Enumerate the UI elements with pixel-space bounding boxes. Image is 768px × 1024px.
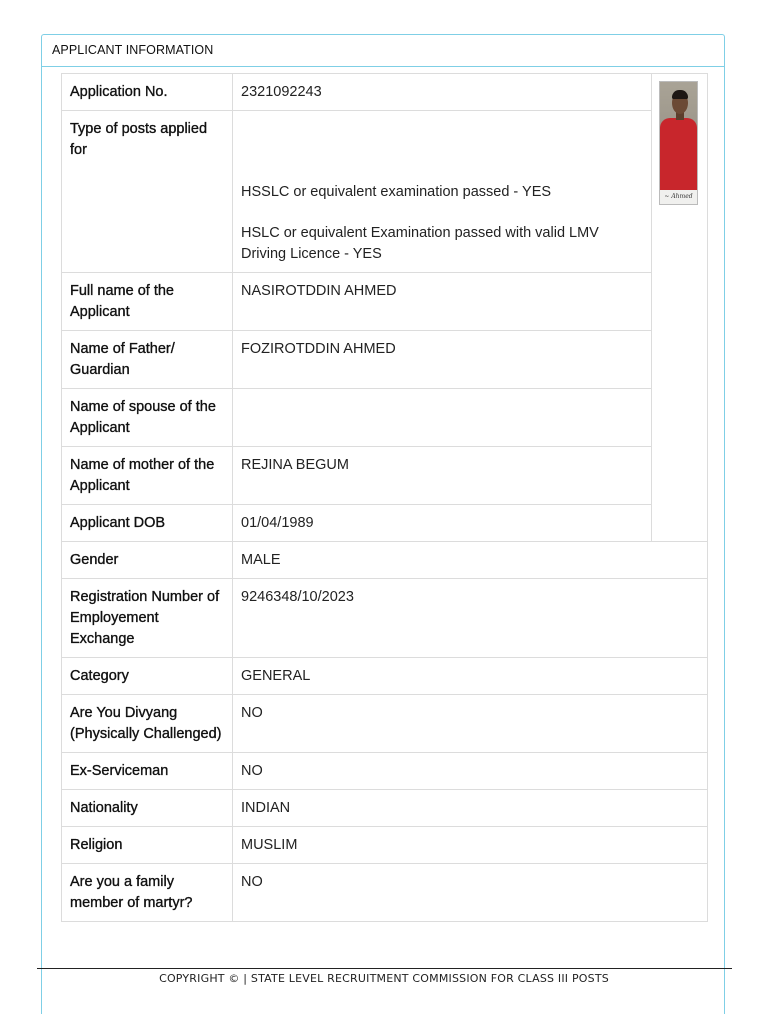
row-label: Are you a family member of martyr?: [62, 864, 233, 922]
table-row: [62, 753, 708, 790]
table-row: [62, 790, 708, 827]
row-value: FOZIROTDDIN AHMED: [233, 331, 652, 389]
row-value: [233, 389, 652, 447]
table-row: [62, 542, 708, 579]
row-value: 9246348/10/2023: [233, 579, 708, 658]
row-label: Ex-Serviceman: [62, 753, 233, 790]
row-value: NO: [233, 695, 708, 753]
row-label: Gender: [62, 542, 233, 579]
row-label: Are You Divyang (Physically Challenged): [62, 695, 233, 753]
row-label: Full name of the Applicant: [62, 273, 233, 331]
footer-copyright: COPYRIGHT © | STATE LEVEL RECRUITMENT COMMISSION FOR CLASS III POSTS: [159, 972, 609, 985]
footer-divider: [37, 968, 732, 969]
row-value: MUSLIM: [233, 827, 708, 864]
table-row: [62, 658, 708, 695]
table-row: [62, 447, 708, 505]
row-label: Type of posts applied for: [62, 111, 233, 273]
row-value: REJINA BEGUM: [233, 447, 652, 505]
row-label: Name of mother of the Applicant: [62, 447, 233, 505]
row-value: NO: [233, 864, 708, 922]
table-row: [62, 331, 708, 389]
row-label: Religion: [62, 827, 233, 864]
table-row: [62, 864, 708, 922]
row-label: Registration Number of Employement Exchange: [62, 579, 233, 658]
panel-title: APPLICANT INFORMATION: [42, 35, 724, 67]
row-value: NASIROTDDIN AHMED: [233, 273, 652, 331]
row-value: INDIAN: [233, 790, 708, 827]
row-label: Nationality: [62, 790, 233, 827]
row-value: MALE: [233, 542, 708, 579]
row-label: Name of Father/ Guardian: [62, 331, 233, 389]
row-value: 01/04/1989: [233, 505, 652, 542]
table-row: [62, 579, 708, 658]
table-row: [62, 389, 708, 447]
row-label: Category: [62, 658, 233, 695]
table-row: [62, 273, 708, 331]
post-line: HSLC or equivalent Examination passed with valid LMV Driving Licence - YES: [241, 225, 599, 262]
row-value: NO: [233, 753, 708, 790]
photo-cell: [652, 74, 708, 542]
row-value: 2321092243: [233, 74, 652, 111]
signature-image: ~ Ahmed: [660, 190, 697, 204]
row-label: Applicant DOB: [62, 505, 233, 542]
table-row: [62, 505, 708, 542]
row-label: Name of spouse of the Applicant: [62, 389, 233, 447]
row-value: [233, 111, 652, 273]
post-line: HSSLC or equivalent examination passed - YES: [241, 184, 552, 200]
table-row: [62, 74, 708, 111]
table-row: [62, 695, 708, 753]
applicant-photo: [659, 81, 698, 205]
applicant-info-table: [61, 73, 708, 922]
table-row: [62, 111, 708, 273]
row-value: GENERAL: [233, 658, 708, 695]
row-label: Application No.: [62, 74, 233, 111]
table-row: [62, 827, 708, 864]
